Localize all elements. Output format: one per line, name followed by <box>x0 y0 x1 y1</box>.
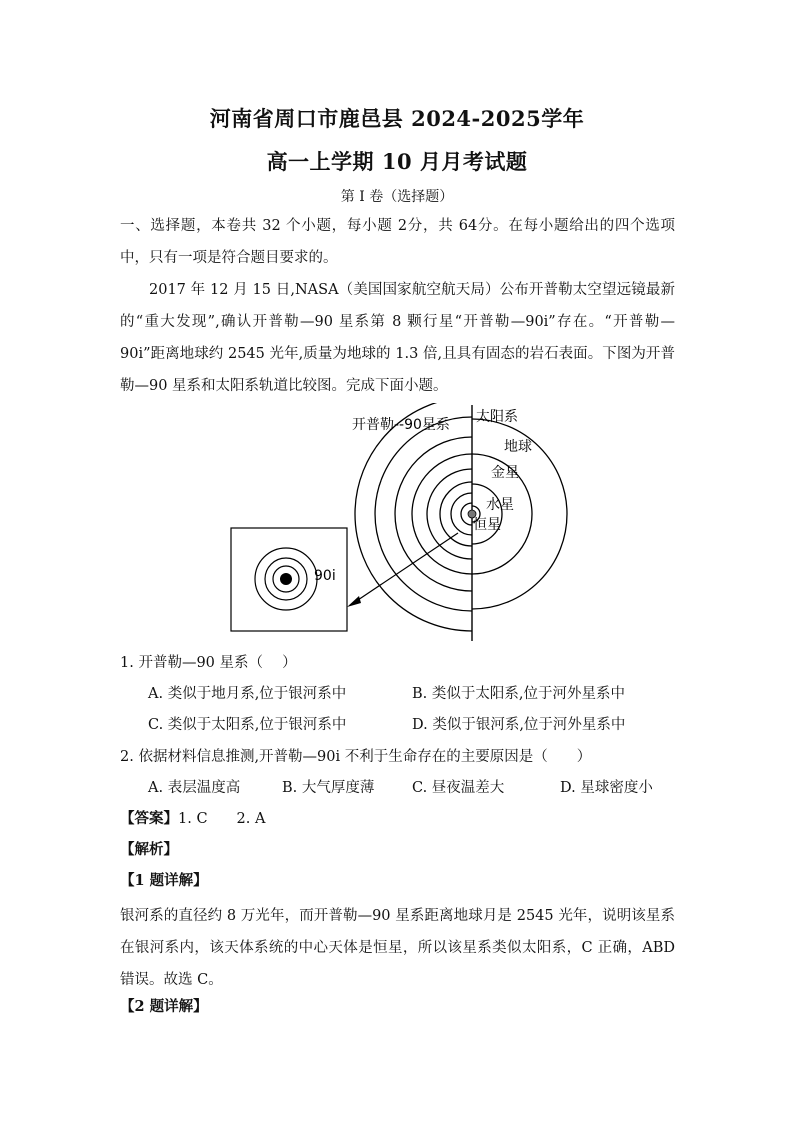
q2-option-d[interactable]: D. 星球密度小 <box>560 780 653 796</box>
kepler-90-system-label: 开普勒--90星系 <box>352 417 450 433</box>
pointer-arrowhead-icon <box>347 596 361 607</box>
mercury-label: 水星 <box>486 497 514 513</box>
star-label: 恒星 <box>473 517 501 533</box>
q1-option-a[interactable]: A. 类似于地月系,位于银河系中 <box>148 686 347 702</box>
section-intro: 一、选择题，本卷共 32 个小题，每小题 2分，共 64分。在每小题给出的四个选项中，只有一项是符合题目要求的。 <box>120 218 675 266</box>
q2-detail-label: 【2 题详解】 <box>120 998 208 1015</box>
title-line-2: 高一上学期 10 月月考试题 <box>266 149 528 174</box>
q2-option-a[interactable]: A. 表层温度高 <box>148 780 241 796</box>
planet-90i-label: 90i <box>314 568 336 584</box>
question-1-stem: 1. 开普勒—90 星系（ ） <box>120 655 297 671</box>
q1-option-b[interactable]: B. 类似于太阳系,位于河外星系中 <box>412 686 625 702</box>
q1-detail-label: 【1 题详解】 <box>120 872 208 889</box>
solar-system-label: 太阳系 <box>476 409 518 425</box>
answer-label: 【答案】 <box>120 810 178 827</box>
material-paragraph: 2017 年 12 月 15 日,NASA（美国国家航空航天局）公布开普勒太空望远镜最新的“重大发现”,确认开普勒—90 星系第 8 颗行星“开普勒—90i”存在。“开普勒—90i”距离地球约 2545 光年,质量为地球的 1.3 倍,且具有固态的岩石表面。下图为开普勒—90 星系和太阳系轨道比较图。完成下面小题。 <box>120 282 675 394</box>
q2-option-c[interactable]: C. 昼夜温差大 <box>412 780 505 796</box>
title-line-1: 河南省周口市鹿邑县 2024-2025学年 <box>209 106 585 131</box>
answer-line <box>120 807 265 831</box>
q1-option-c[interactable]: C. 类似于太阳系,位于银河系中 <box>148 717 347 733</box>
kepler-90-orbits <box>355 403 472 631</box>
inset-star-dot <box>280 573 292 585</box>
earth-label: 地球 <box>504 439 532 455</box>
answer-text: 1. C 2. A <box>178 811 266 827</box>
q1-option-d[interactable]: D. 类似于银河系,位于河外星系中 <box>412 717 626 733</box>
volume-label: 第 I 卷（选择题） <box>340 189 454 205</box>
venus-label: 金星 <box>491 465 519 481</box>
question-2-stem: 2. 依据材料信息推测,开普勒—90i 不利于生命存在的主要原因是（ ） <box>120 749 592 765</box>
q2-option-b[interactable]: B. 大气厚度薄 <box>282 780 375 796</box>
q1-detail-text: 银河系的直径约 8 万光年，而开普勒—90 星系距离地球月是 2545 光年，说明该星系在银河系内，该天体系统的中心天体是恒星，所以该星系类似太阳系，C 正确，ABD 错误。故选 C。 <box>120 908 675 988</box>
analysis-label: 【解析】 <box>120 841 178 858</box>
orbit-comparison-figure <box>228 403 578 643</box>
